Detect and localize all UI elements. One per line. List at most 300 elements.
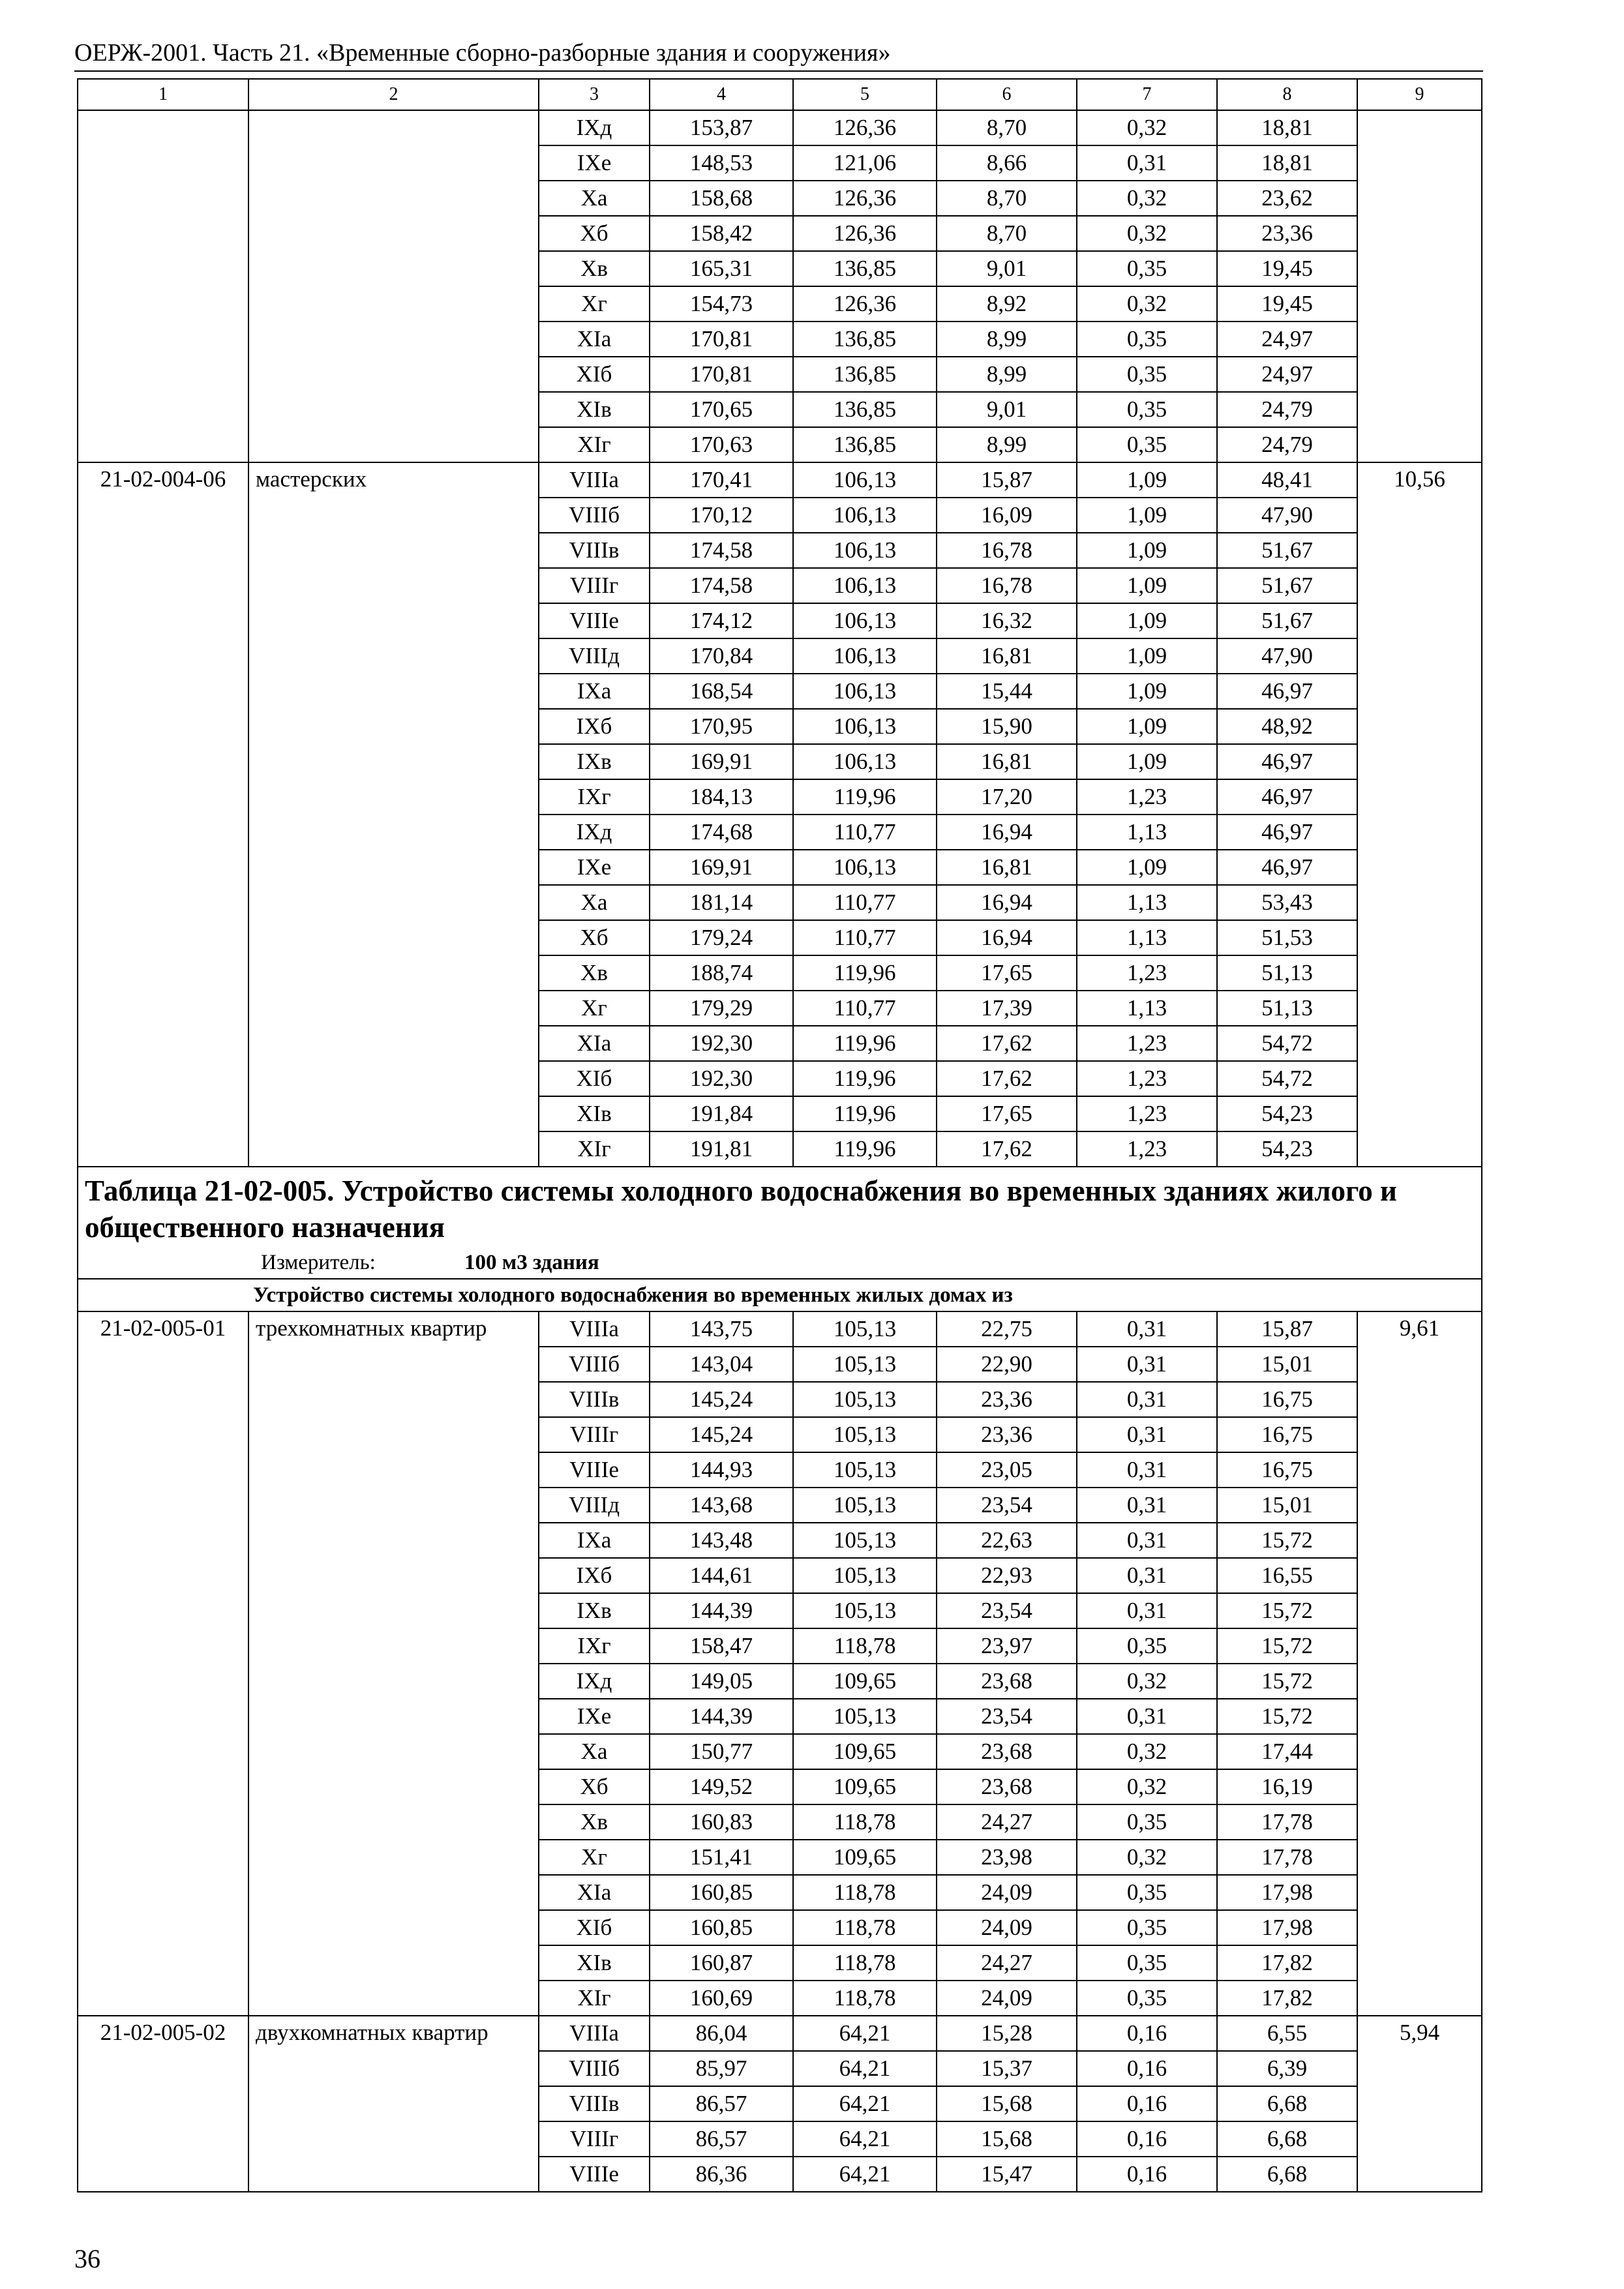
building-type-cell: XIа	[539, 322, 650, 357]
direct-cost-cell: 184,13	[650, 779, 793, 815]
material-cost-cell: 24,79	[1217, 427, 1357, 462]
wage-cell: 105,13	[793, 1347, 937, 1382]
material-cost-cell: 54,72	[1217, 1026, 1357, 1061]
machine-cost-cell: 24,09	[937, 1981, 1077, 2016]
driver-wage-cell: 0,31	[1077, 1311, 1217, 1347]
wage-cell: 119,96	[793, 955, 937, 991]
direct-cost-cell: 192,30	[650, 1061, 793, 1096]
wage-cell: 110,77	[793, 991, 937, 1026]
direct-cost-cell: 160,69	[650, 1981, 793, 2016]
driver-wage-cell: 0,31	[1077, 1593, 1217, 1628]
driver-wage-cell: 0,32	[1077, 1734, 1217, 1769]
direct-cost-cell: 144,39	[650, 1593, 793, 1628]
wage-cell: 136,85	[793, 427, 937, 462]
wage-cell: 106,13	[793, 462, 937, 498]
material-cost-cell: 6,55	[1217, 2016, 1357, 2051]
driver-wage-cell: 0,31	[1077, 1558, 1217, 1593]
driver-wage-cell: 0,31	[1077, 1488, 1217, 1523]
wage-cell: 64,21	[793, 2016, 937, 2051]
machine-cost-cell: 8,70	[937, 181, 1077, 216]
material-cost-cell: 6,68	[1217, 2086, 1357, 2121]
column-number: 7	[1077, 79, 1217, 110]
work-name-cell: двухкомнатных квартир	[248, 2016, 539, 2192]
machine-cost-cell: 24,09	[937, 1910, 1077, 1945]
driver-wage-cell: 1,13	[1077, 885, 1217, 920]
building-type-cell: VIIIв	[539, 2086, 650, 2121]
direct-cost-cell: 170,81	[650, 322, 793, 357]
direct-cost-cell: 188,74	[650, 955, 793, 991]
driver-wage-cell: 0,32	[1077, 216, 1217, 251]
rates-table	[77, 78, 1482, 2192]
building-type-cell: VIIIг	[539, 2121, 650, 2157]
machine-cost-cell: 17,62	[937, 1061, 1077, 1096]
column-number-row	[78, 79, 1482, 110]
driver-wage-cell: 0,35	[1077, 1628, 1217, 1664]
wage-cell: 126,36	[793, 181, 937, 216]
direct-cost-cell: 149,05	[650, 1664, 793, 1699]
material-cost-cell: 46,97	[1217, 850, 1357, 885]
building-type-cell: XIв	[539, 1096, 650, 1131]
labor-cost-cell: 5,94	[1357, 2016, 1482, 2192]
material-cost-cell: 23,62	[1217, 181, 1357, 216]
direct-cost-cell: 144,93	[650, 1452, 793, 1488]
building-type-cell: VIIIб	[539, 498, 650, 533]
material-cost-cell: 54,23	[1217, 1096, 1357, 1131]
machine-cost-cell: 23,54	[937, 1699, 1077, 1734]
direct-cost-cell: 174,58	[650, 568, 793, 603]
material-cost-cell: 15,72	[1217, 1593, 1357, 1628]
machine-cost-cell: 15,68	[937, 2121, 1077, 2157]
material-cost-cell: 53,43	[1217, 885, 1357, 920]
driver-wage-cell: 0,31	[1077, 1347, 1217, 1382]
material-cost-cell: 17,98	[1217, 1910, 1357, 1945]
building-type-cell: Xб	[539, 216, 650, 251]
direct-cost-cell: 85,97	[650, 2051, 793, 2086]
driver-wage-cell: 0,16	[1077, 2051, 1217, 2086]
building-type-cell: VIIIа	[539, 1311, 650, 1347]
machine-cost-cell: 17,39	[937, 991, 1077, 1026]
material-cost-cell: 16,19	[1217, 1769, 1357, 1804]
wage-cell: 109,65	[793, 1734, 937, 1769]
building-type-cell: IXе	[539, 1699, 650, 1734]
direct-cost-cell: 86,57	[650, 2121, 793, 2157]
direct-cost-cell: 179,29	[650, 991, 793, 1026]
material-cost-cell: 19,45	[1217, 251, 1357, 286]
material-cost-cell: 24,97	[1217, 357, 1357, 392]
direct-cost-cell: 169,91	[650, 850, 793, 885]
wage-cell: 118,78	[793, 1804, 937, 1840]
direct-cost-cell: 170,12	[650, 498, 793, 533]
building-type-cell: VIIIе	[539, 1452, 650, 1488]
column-number: 3	[539, 79, 650, 110]
wage-cell: 109,65	[793, 1664, 937, 1699]
machine-cost-cell: 23,54	[937, 1488, 1077, 1523]
building-type-cell: VIIIг	[539, 568, 650, 603]
building-type-cell: IXе	[539, 850, 650, 885]
direct-cost-cell: 143,75	[650, 1311, 793, 1347]
building-type-cell: IXе	[539, 145, 650, 181]
direct-cost-cell: 179,24	[650, 920, 793, 955]
building-type-cell: IXд	[539, 815, 650, 850]
direct-cost-cell: 174,58	[650, 533, 793, 568]
material-cost-cell: 16,75	[1217, 1417, 1357, 1452]
wage-cell: 106,13	[793, 674, 937, 709]
labor-cost-cell: 9,61	[1357, 1311, 1482, 2016]
meter-line	[85, 1249, 1475, 1276]
machine-cost-cell: 15,47	[937, 2157, 1077, 2192]
building-type-cell: Xв	[539, 955, 650, 991]
direct-cost-cell: 170,41	[650, 462, 793, 498]
direct-cost-cell: 160,83	[650, 1804, 793, 1840]
machine-cost-cell: 24,27	[937, 1804, 1077, 1840]
machine-cost-cell: 16,94	[937, 885, 1077, 920]
driver-wage-cell: 0,32	[1077, 181, 1217, 216]
material-cost-cell: 17,78	[1217, 1804, 1357, 1840]
machine-cost-cell: 8,70	[937, 216, 1077, 251]
material-cost-cell: 24,79	[1217, 392, 1357, 427]
driver-wage-cell: 0,16	[1077, 2016, 1217, 2051]
building-type-cell: VIIIе	[539, 603, 650, 638]
table-row	[78, 110, 1482, 145]
wage-cell: 109,65	[793, 1840, 937, 1875]
building-type-cell: Xа	[539, 1734, 650, 1769]
wage-cell: 105,13	[793, 1452, 937, 1488]
machine-cost-cell: 9,01	[937, 392, 1077, 427]
material-cost-cell: 24,97	[1217, 322, 1357, 357]
material-cost-cell: 51,67	[1217, 568, 1357, 603]
wage-cell: 105,13	[793, 1311, 937, 1347]
driver-wage-cell: 1,09	[1077, 638, 1217, 674]
column-number: 9	[1357, 79, 1482, 110]
labor-cost-cell	[1357, 110, 1482, 462]
building-type-cell: Xг	[539, 286, 650, 322]
building-type-cell: VIIIг	[539, 1417, 650, 1452]
machine-cost-cell: 16,81	[937, 850, 1077, 885]
direct-cost-cell: 158,68	[650, 181, 793, 216]
material-cost-cell: 6,68	[1217, 2157, 1357, 2192]
driver-wage-cell: 1,23	[1077, 955, 1217, 991]
building-type-cell: IXв	[539, 1593, 650, 1628]
machine-cost-cell: 17,62	[937, 1026, 1077, 1061]
material-cost-cell: 15,72	[1217, 1699, 1357, 1734]
direct-cost-cell: 170,63	[650, 427, 793, 462]
wage-cell: 110,77	[793, 885, 937, 920]
building-type-cell: IXб	[539, 1558, 650, 1593]
material-cost-cell: 46,97	[1217, 674, 1357, 709]
material-cost-cell: 51,13	[1217, 955, 1357, 991]
material-cost-cell: 51,67	[1217, 533, 1357, 568]
material-cost-cell: 46,97	[1217, 744, 1357, 779]
machine-cost-cell: 15,44	[937, 674, 1077, 709]
machine-cost-cell: 17,65	[937, 955, 1077, 991]
building-type-cell: VIIIв	[539, 1382, 650, 1417]
building-type-cell: IXа	[539, 1523, 650, 1558]
material-cost-cell: 17,44	[1217, 1734, 1357, 1769]
driver-wage-cell: 0,16	[1077, 2121, 1217, 2157]
wage-cell: 136,85	[793, 357, 937, 392]
material-cost-cell: 15,72	[1217, 1628, 1357, 1664]
wage-cell: 109,65	[793, 1769, 937, 1804]
driver-wage-cell: 0,31	[1077, 1699, 1217, 1734]
building-type-cell: Xб	[539, 1769, 650, 1804]
wage-cell: 64,21	[793, 2086, 937, 2121]
direct-cost-cell: 145,24	[650, 1417, 793, 1452]
driver-wage-cell: 0,16	[1077, 2086, 1217, 2121]
wage-cell: 119,96	[793, 1026, 937, 1061]
machine-cost-cell: 24,27	[937, 1945, 1077, 1981]
machine-cost-cell: 8,70	[937, 110, 1077, 145]
rate-code-cell	[78, 110, 248, 462]
building-type-cell: XIв	[539, 1945, 650, 1981]
machine-cost-cell: 9,01	[937, 251, 1077, 286]
material-cost-cell: 46,97	[1217, 815, 1357, 850]
direct-cost-cell: 86,57	[650, 2086, 793, 2121]
driver-wage-cell: 1,23	[1077, 1061, 1217, 1096]
machine-cost-cell: 23,36	[937, 1417, 1077, 1452]
direct-cost-cell: 158,47	[650, 1628, 793, 1664]
machine-cost-cell: 15,68	[937, 2086, 1077, 2121]
building-type-cell: XIб	[539, 357, 650, 392]
driver-wage-cell: 1,09	[1077, 850, 1217, 885]
wage-cell: 119,96	[793, 1131, 937, 1167]
building-type-cell: IXа	[539, 674, 650, 709]
driver-wage-cell: 1,13	[1077, 920, 1217, 955]
wage-cell: 136,85	[793, 392, 937, 427]
building-type-cell: VIIIд	[539, 1488, 650, 1523]
column-number: 8	[1217, 79, 1357, 110]
header-rule	[74, 70, 1483, 72]
wage-cell: 119,96	[793, 1096, 937, 1131]
wage-cell: 64,21	[793, 2157, 937, 2192]
material-cost-cell: 47,90	[1217, 638, 1357, 674]
machine-cost-cell: 16,81	[937, 638, 1077, 674]
wage-cell: 64,21	[793, 2121, 937, 2157]
direct-cost-cell: 165,31	[650, 251, 793, 286]
driver-wage-cell: 0,32	[1077, 1840, 1217, 1875]
machine-cost-cell: 23,97	[937, 1628, 1077, 1664]
meter-label: Измеритель:	[261, 1251, 376, 1274]
meter-value: 100 м3 здания	[464, 1251, 599, 1274]
wage-cell: 126,36	[793, 110, 937, 145]
page-header: ОЕРЖ-2001. Часть 21. «Временные сборно-разборные здания и сооружения»	[74, 39, 891, 67]
wage-cell: 121,06	[793, 145, 937, 181]
driver-wage-cell: 0,32	[1077, 110, 1217, 145]
material-cost-cell: 54,23	[1217, 1131, 1357, 1167]
machine-cost-cell: 22,93	[937, 1558, 1077, 1593]
table-title-cell	[78, 1167, 1482, 1279]
work-name-cell: трехкомнатных квартир	[248, 1311, 539, 2016]
building-type-cell: Xа	[539, 885, 650, 920]
driver-wage-cell: 0,31	[1077, 1417, 1217, 1452]
wage-cell: 106,13	[793, 568, 937, 603]
material-cost-cell: 17,82	[1217, 1981, 1357, 2016]
building-type-cell: IXг	[539, 779, 650, 815]
building-type-cell: Xа	[539, 181, 650, 216]
driver-wage-cell: 1,09	[1077, 674, 1217, 709]
material-cost-cell: 54,72	[1217, 1061, 1357, 1096]
building-type-cell: XIа	[539, 1875, 650, 1910]
direct-cost-cell: 170,84	[650, 638, 793, 674]
table-title: Таблица 21-02-005. Устройство системы холодного водоснабжения во временных зданиях жилого и общественного назначения	[85, 1174, 1397, 1244]
building-type-cell: VIIIб	[539, 1347, 650, 1382]
direct-cost-cell: 145,24	[650, 1382, 793, 1417]
machine-cost-cell: 16,78	[937, 568, 1077, 603]
wage-cell: 106,13	[793, 533, 937, 568]
building-type-cell: XIа	[539, 1026, 650, 1061]
building-type-cell: Xв	[539, 1804, 650, 1840]
driver-wage-cell: 0,32	[1077, 1664, 1217, 1699]
machine-cost-cell: 23,54	[937, 1593, 1077, 1628]
direct-cost-cell: 170,95	[650, 709, 793, 744]
driver-wage-cell: 0,32	[1077, 1769, 1217, 1804]
building-type-cell: IXд	[539, 1664, 650, 1699]
direct-cost-cell: 192,30	[650, 1026, 793, 1061]
wage-cell: 105,13	[793, 1417, 937, 1452]
labor-cost-cell: 10,56	[1357, 462, 1482, 1167]
machine-cost-cell: 23,05	[937, 1452, 1077, 1488]
building-type-cell: IXд	[539, 110, 650, 145]
building-type-cell: XIб	[539, 1061, 650, 1096]
wage-cell: 136,85	[793, 251, 937, 286]
driver-wage-cell: 1,09	[1077, 533, 1217, 568]
rates-table-body	[78, 79, 1482, 2192]
driver-wage-cell: 1,13	[1077, 815, 1217, 850]
subheading: Устройство системы холодного водоснабжения во временных жилых домах из	[253, 1283, 1013, 1307]
direct-cost-cell: 160,85	[650, 1910, 793, 1945]
machine-cost-cell: 8,92	[937, 286, 1077, 322]
driver-wage-cell: 1,23	[1077, 779, 1217, 815]
page-number: 36	[74, 2244, 100, 2273]
machine-cost-cell: 16,81	[937, 744, 1077, 779]
building-type-cell: VIIIа	[539, 2016, 650, 2051]
material-cost-cell: 23,36	[1217, 216, 1357, 251]
material-cost-cell: 51,13	[1217, 991, 1357, 1026]
material-cost-cell: 6,68	[1217, 2121, 1357, 2157]
material-cost-cell: 6,39	[1217, 2051, 1357, 2086]
table-row	[78, 1311, 1482, 1347]
wage-cell: 105,13	[793, 1558, 937, 1593]
material-cost-cell: 17,78	[1217, 1840, 1357, 1875]
direct-cost-cell: 174,12	[650, 603, 793, 638]
direct-cost-cell: 158,42	[650, 216, 793, 251]
machine-cost-cell: 15,87	[937, 462, 1077, 498]
direct-cost-cell: 86,04	[650, 2016, 793, 2051]
driver-wage-cell: 1,13	[1077, 991, 1217, 1026]
wage-cell: 105,13	[793, 1699, 937, 1734]
machine-cost-cell: 24,09	[937, 1875, 1077, 1910]
direct-cost-cell: 151,41	[650, 1840, 793, 1875]
subheading-cell	[78, 1279, 1482, 1311]
building-type-cell: XIб	[539, 1910, 650, 1945]
machine-cost-cell: 23,68	[937, 1664, 1077, 1699]
building-type-cell: IXб	[539, 709, 650, 744]
table-row	[78, 2016, 1482, 2051]
machine-cost-cell: 8,66	[937, 145, 1077, 181]
driver-wage-cell: 0,16	[1077, 2157, 1217, 2192]
machine-cost-cell: 16,32	[937, 603, 1077, 638]
driver-wage-cell: 1,09	[1077, 744, 1217, 779]
direct-cost-cell: 170,65	[650, 392, 793, 427]
building-type-cell: VIIIд	[539, 638, 650, 674]
wage-cell: 118,78	[793, 1945, 937, 1981]
driver-wage-cell: 1,09	[1077, 709, 1217, 744]
machine-cost-cell: 17,65	[937, 1096, 1077, 1131]
machine-cost-cell: 22,90	[937, 1347, 1077, 1382]
direct-cost-cell: 191,81	[650, 1131, 793, 1167]
direct-cost-cell: 160,87	[650, 1945, 793, 1981]
material-cost-cell: 15,01	[1217, 1347, 1357, 1382]
direct-cost-cell: 143,48	[650, 1523, 793, 1558]
wage-cell: 136,85	[793, 322, 937, 357]
machine-cost-cell: 8,99	[937, 357, 1077, 392]
material-cost-cell: 18,81	[1217, 145, 1357, 181]
material-cost-cell: 48,41	[1217, 462, 1357, 498]
driver-wage-cell: 1,23	[1077, 1026, 1217, 1061]
material-cost-cell: 19,45	[1217, 286, 1357, 322]
building-type-cell: Xг	[539, 1840, 650, 1875]
driver-wage-cell: 0,35	[1077, 251, 1217, 286]
column-number: 5	[793, 79, 937, 110]
machine-cost-cell: 16,94	[937, 815, 1077, 850]
direct-cost-cell: 181,14	[650, 885, 793, 920]
machine-cost-cell: 17,62	[937, 1131, 1077, 1167]
driver-wage-cell: 0,31	[1077, 145, 1217, 181]
direct-cost-cell: 154,73	[650, 286, 793, 322]
direct-cost-cell: 169,91	[650, 744, 793, 779]
machine-cost-cell: 22,75	[937, 1311, 1077, 1347]
machine-cost-cell: 17,20	[937, 779, 1077, 815]
direct-cost-cell: 174,68	[650, 815, 793, 850]
driver-wage-cell: 0,35	[1077, 1910, 1217, 1945]
building-type-cell: XIг	[539, 1131, 650, 1167]
table-row	[78, 462, 1482, 498]
machine-cost-cell: 8,99	[937, 322, 1077, 357]
machine-cost-cell: 16,09	[937, 498, 1077, 533]
column-number: 6	[937, 79, 1077, 110]
machine-cost-cell: 8,99	[937, 427, 1077, 462]
driver-wage-cell: 1,23	[1077, 1096, 1217, 1131]
wage-cell: 119,96	[793, 779, 937, 815]
rate-code-cell: 21-02-004-06	[78, 462, 248, 1167]
machine-cost-cell: 23,68	[937, 1769, 1077, 1804]
material-cost-cell: 17,82	[1217, 1945, 1357, 1981]
building-type-cell: VIIIа	[539, 462, 650, 498]
direct-cost-cell: 149,52	[650, 1769, 793, 1804]
wage-cell: 118,78	[793, 1875, 937, 1910]
direct-cost-cell: 150,77	[650, 1734, 793, 1769]
machine-cost-cell: 15,28	[937, 2016, 1077, 2051]
driver-wage-cell: 0,32	[1077, 286, 1217, 322]
building-type-cell: IXв	[539, 744, 650, 779]
direct-cost-cell: 86,36	[650, 2157, 793, 2192]
wage-cell: 126,36	[793, 286, 937, 322]
building-type-cell: XIг	[539, 427, 650, 462]
driver-wage-cell: 0,35	[1077, 322, 1217, 357]
driver-wage-cell: 1,23	[1077, 1131, 1217, 1167]
wage-cell: 105,13	[793, 1593, 937, 1628]
building-type-cell: VIIIе	[539, 2157, 650, 2192]
wage-cell: 110,77	[793, 815, 937, 850]
wage-cell: 119,96	[793, 1061, 937, 1096]
driver-wage-cell: 0,31	[1077, 1452, 1217, 1488]
direct-cost-cell: 143,04	[650, 1347, 793, 1382]
material-cost-cell: 51,67	[1217, 603, 1357, 638]
machine-cost-cell: 23,68	[937, 1734, 1077, 1769]
direct-cost-cell: 143,68	[650, 1488, 793, 1523]
direct-cost-cell: 160,85	[650, 1875, 793, 1910]
wage-cell: 105,13	[793, 1382, 937, 1417]
wage-cell: 106,13	[793, 850, 937, 885]
